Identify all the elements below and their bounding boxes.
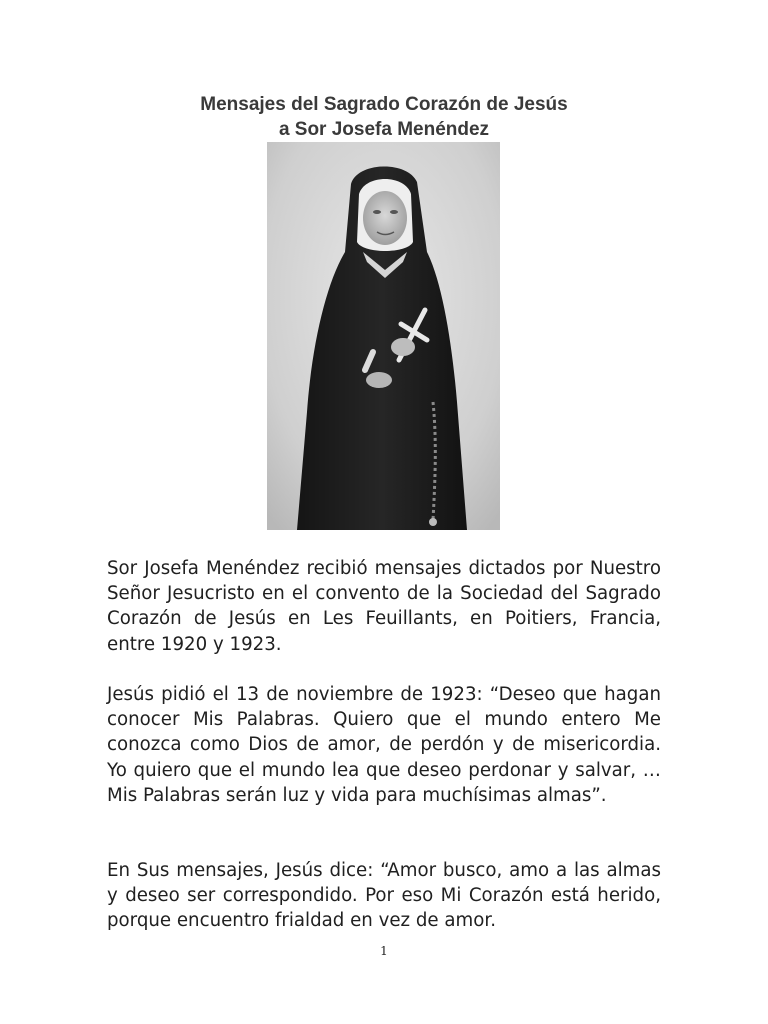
title-line-1: Mensajes del Sagrado Corazón de Jesús	[200, 94, 568, 115]
title-line-2: a Sor Josefa Menéndez	[278, 119, 490, 140]
hand-shape	[366, 372, 392, 388]
nun-portrait-image	[267, 142, 500, 530]
paragraph-1: Sor Josefa Menéndez recibió mensajes dictados por Nuestro Señor Jesucristo en el convento de la Sociedad del Sagrado Corazón de Jesús en Les Feuillants, en Poitiers, Francia, entre 1920 y 1923.	[107, 558, 661, 655]
hand-shape	[391, 338, 415, 356]
page-title	[0, 92, 768, 142]
paragraph-2: Jesús pidió el 13 de noviembre de 1923: “Deseo que hagan conocer Mis Palabras. Quiero que el mundo entero Me conozca como Dios de amor, de perdón y de misericordia. Yo quiero que el mundo lea que deseo perdonar y salvar, … Mis Palabras serán luz y vida para muchísimas almas”.	[107, 684, 661, 806]
page-number: 1	[380, 944, 388, 958]
portrait-photo	[267, 142, 500, 530]
paragraph-3: En Sus mensajes, Jesús dice: “Amor busco, amo a las almas y deseo ser correspondido. Por eso Mi Corazón está herido, porque encuentro frialdad en vez de amor.	[107, 860, 661, 932]
face-shape	[363, 191, 407, 245]
